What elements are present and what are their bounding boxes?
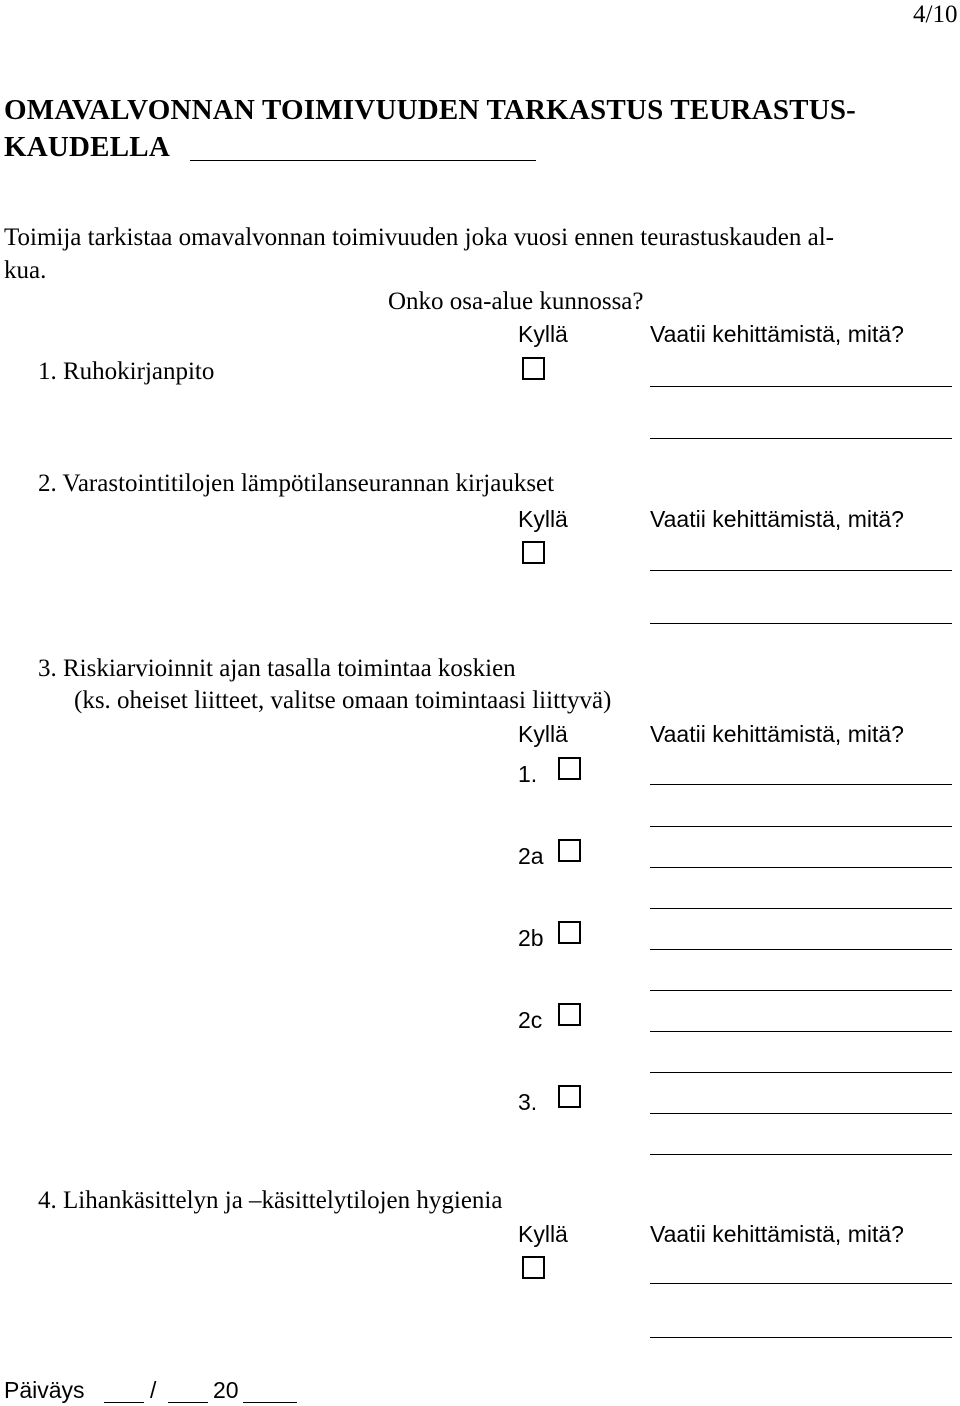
section-1-answer-line-1[interactable] xyxy=(650,386,952,387)
section-3-item-2b-answer-line-1[interactable] xyxy=(650,949,952,950)
date-month-field[interactable] xyxy=(168,1402,208,1403)
section-3-item-label: 3. xyxy=(518,1089,538,1115)
section-3-item-1-checkbox[interactable] xyxy=(558,757,581,780)
page-title-line2: KAUDELLA xyxy=(4,131,170,163)
section-3-item-2c-answer-line-1[interactable] xyxy=(650,1031,952,1032)
section-3-item-2b-answer-line-2[interactable] xyxy=(650,990,952,991)
section-4-answer-line-2[interactable] xyxy=(650,1337,952,1338)
section-1-label: 1. Ruhokirjanpito xyxy=(38,358,215,385)
section-3-item-2c-answer-line-2[interactable] xyxy=(650,1072,952,1073)
col-yes-label: Kyllä xyxy=(518,1221,568,1247)
section-2-label: 2. Varastointitilojen lämpötilanseurannan kirjaukset xyxy=(38,470,555,497)
section-2-yes-checkbox[interactable] xyxy=(522,541,545,564)
section-3-item-label: 1. xyxy=(518,761,538,787)
section-4-label: 4. Lihankäsittelyn ja –käsittelytilojen hygienia xyxy=(38,1187,503,1214)
page-title-line1: OMAVALVONNAN TOIMIVUUDEN TARKASTUS TEURASTUS- xyxy=(4,94,857,126)
date-label: Päiväys xyxy=(4,1377,85,1403)
intro-line2: kua. xyxy=(4,257,47,284)
section-3-item-2b-checkbox[interactable] xyxy=(558,921,581,944)
section-3-subtext: (ks. oheiset liitteet, valitse omaan toimintaasi liittyvä) xyxy=(74,687,612,714)
section-3-item-1-answer-line-2[interactable] xyxy=(650,826,952,827)
section-3-item-3-answer-line-2[interactable] xyxy=(650,1154,952,1155)
section-4-yes-checkbox[interactable] xyxy=(522,1256,545,1279)
col-improve-label: Vaatii kehittämistä, mitä? xyxy=(650,506,904,532)
section-3-item-1-answer-line-1[interactable] xyxy=(650,784,952,785)
date-day-field[interactable] xyxy=(104,1402,144,1403)
section-1-yes-checkbox[interactable] xyxy=(522,357,545,380)
section-3-item-2c-checkbox[interactable] xyxy=(558,1003,581,1026)
title-underline xyxy=(190,160,536,161)
section-3-item-label: 2b xyxy=(518,925,544,951)
col-yes-label: Kyllä xyxy=(518,506,568,532)
section-3-label: 3. Riskiarvioinnit ajan tasalla toimintaa koskien xyxy=(38,655,516,682)
section-3-item-label: 2a xyxy=(518,843,544,869)
date-separator: / xyxy=(150,1377,157,1403)
col-improve-label: Vaatii kehittämistä, mitä? xyxy=(650,1221,904,1247)
section-1-answer-line-2[interactable] xyxy=(650,438,952,439)
section-3-item-3-checkbox[interactable] xyxy=(558,1085,581,1108)
section-3-item-2a-answer-line-1[interactable] xyxy=(650,867,952,868)
section-4-answer-line-1[interactable] xyxy=(650,1283,952,1284)
date-year-field[interactable] xyxy=(243,1402,297,1403)
page-number: 4/10 xyxy=(913,1,958,28)
section-3-item-2a-answer-line-2[interactable] xyxy=(650,908,952,909)
section-2-answer-line-1[interactable] xyxy=(650,570,952,571)
col-yes-label: Kyllä xyxy=(518,321,568,347)
section-3-item-3-answer-line-1[interactable] xyxy=(650,1113,952,1114)
section-3-item-label: 2c xyxy=(518,1007,543,1033)
date-year-prefix: 20 xyxy=(213,1377,239,1403)
col-improve-label: Vaatii kehittämistä, mitä? xyxy=(650,721,904,747)
section-2-answer-line-2[interactable] xyxy=(650,623,952,624)
col-improve-label: Vaatii kehittämistä, mitä? xyxy=(650,321,904,347)
section-3-item-2a-checkbox[interactable] xyxy=(558,839,581,862)
question-heading: Onko osa-alue kunnossa? xyxy=(388,288,644,315)
col-yes-label: Kyllä xyxy=(518,721,568,747)
intro-line1: Toimija tarkistaa omavalvonnan toimivuuden joka vuosi ennen teurastuskauden al- xyxy=(4,224,834,251)
